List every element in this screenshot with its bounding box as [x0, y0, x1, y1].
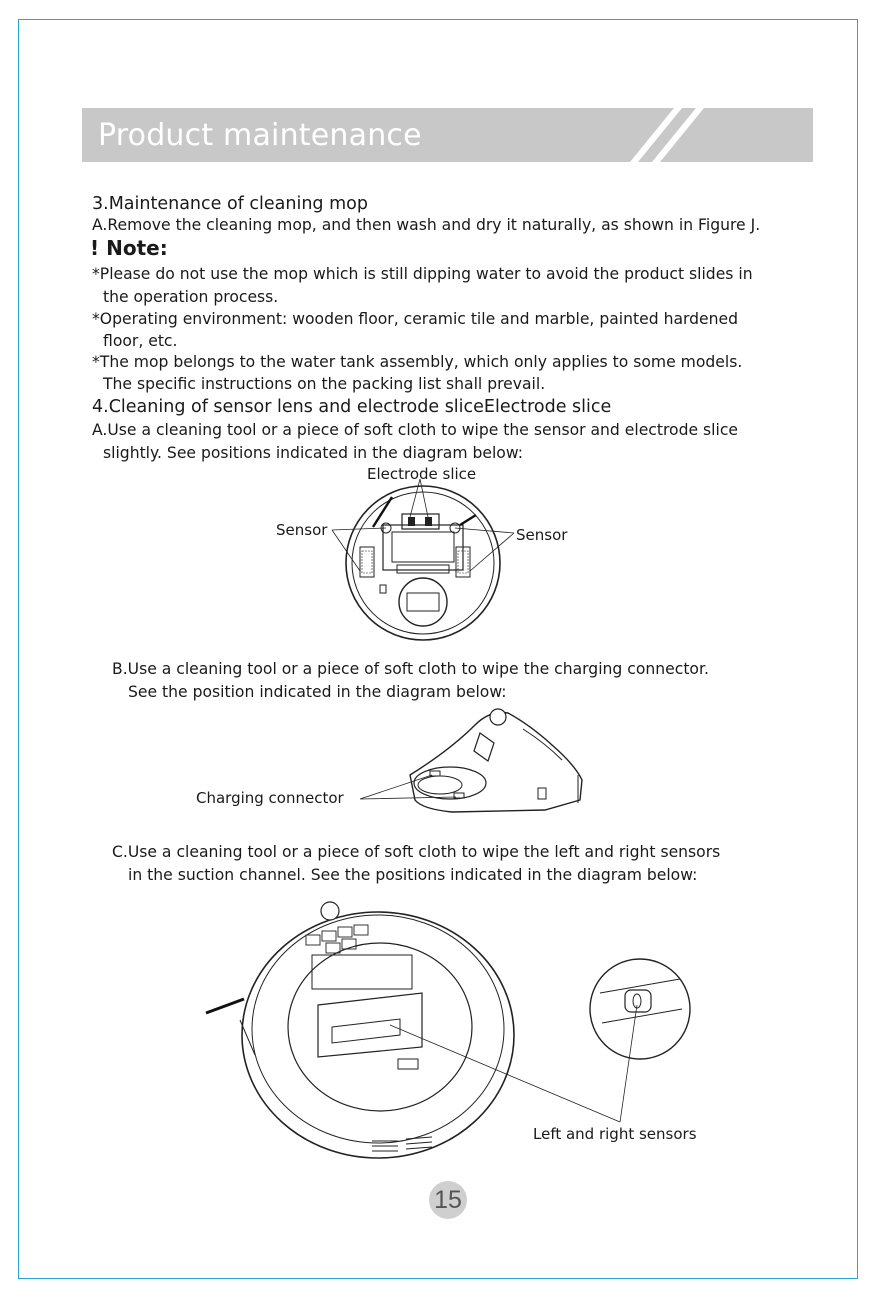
note-1-line-1: *Please do not use the mop which is still dipping water to avoid the product slides in	[92, 265, 753, 283]
left-right-sensors-label: Left and right sensors	[533, 1125, 697, 1143]
sensor-right-label: Sensor	[516, 526, 568, 544]
note-2-line-2: floor, etc.	[103, 332, 178, 350]
page-title: Product maintenance	[98, 118, 422, 153]
section4-heading: 4.Cleaning of sensor lens and electrode sliceElectrode slice	[92, 397, 612, 417]
note-2-line-1: *Operating environment: wooden floor, ceramic tile and marble, painted hardened	[92, 310, 739, 328]
section4-step-c-line-1: C.Use a cleaning tool or a piece of soft cloth to wipe the left and right sensors	[112, 843, 721, 861]
section4-step-a-line-2: slightly. See positions indicated in the diagram below:	[103, 444, 524, 462]
section3-heading: 3.Maintenance of cleaning mop	[92, 194, 368, 214]
section3-step-a: A.Remove the cleaning mop, and then wash and dry it naturally, as shown in Figure J.	[92, 216, 761, 234]
note-3-line-2: The specific instructions on the packing list shall prevail.	[103, 375, 546, 393]
note-3-line-1: *The mop belongs to the water tank assembly, which only applies to some models.	[92, 353, 743, 371]
note-label: ! Note:	[90, 236, 168, 260]
section4-step-c-line-2: in the suction channel. See the positions indicated in the diagram below:	[128, 866, 698, 884]
robot-body-outline	[346, 486, 500, 640]
magnified-sensor-view	[590, 959, 690, 1059]
charging-connector-label: Charging connector	[196, 789, 344, 807]
section4-step-b-line-2: See the position indicated in the diagram below:	[128, 683, 507, 701]
section4-step-a-line-1: A.Use a cleaning tool or a piece of soft cloth to wipe the sensor and electrode slice	[92, 421, 738, 439]
robot-underside-diagram	[270, 465, 600, 645]
sensor-left-label: Sensor	[276, 521, 328, 539]
note-1-line-2: the operation process.	[103, 288, 279, 306]
section-banner	[82, 108, 813, 162]
robot-top-body	[242, 912, 514, 1158]
section4-step-b-line-1: B.Use a cleaning tool or a piece of soft cloth to wipe the charging connector.	[112, 660, 709, 678]
electrode-slice-label: Electrode slice	[367, 465, 477, 483]
page-number: 15	[429, 1181, 467, 1219]
